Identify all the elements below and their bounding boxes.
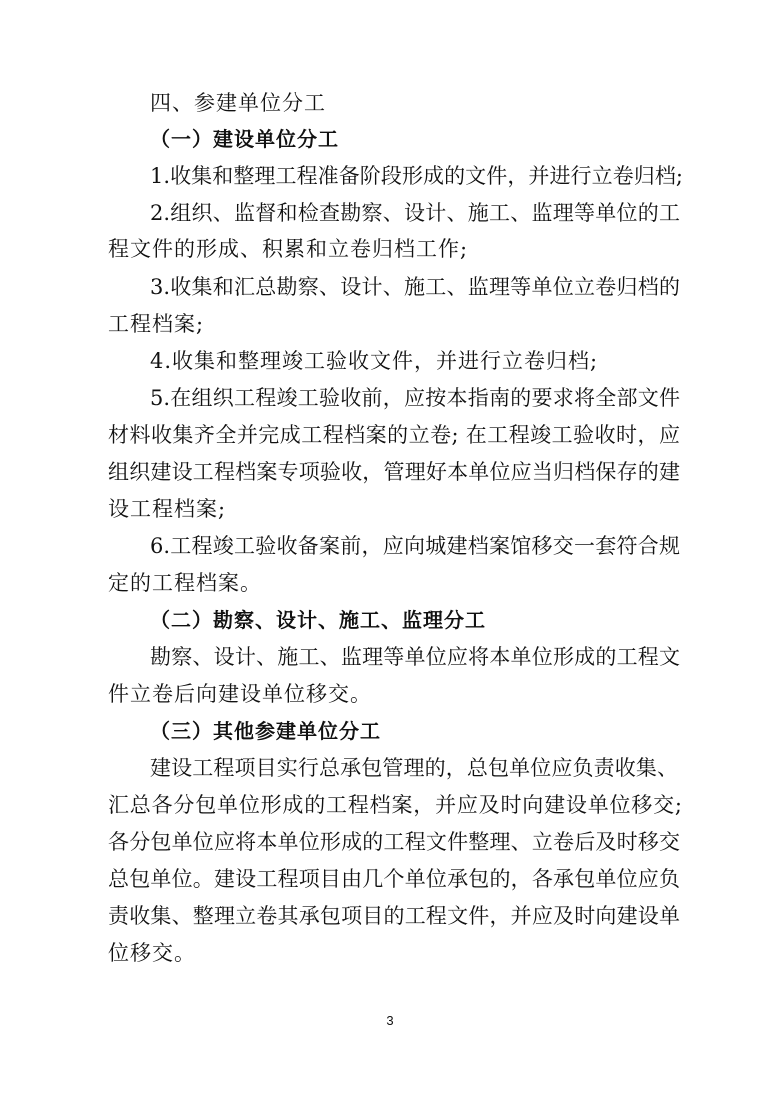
paragraph-line: 勘察、设计、施工、监理等单位应将本单位形成的工程文 [150,645,680,669]
page-number: 3 [386,1013,394,1028]
paragraph-line: 件立卷后向建设单位移交。 [108,682,372,706]
paragraph-line: 4.收集和整理竣工验收文件，并进行立卷归档; [150,349,599,373]
paragraph-line: 工程档案; [108,312,205,336]
subsection-2-title: （二）勘察、设计、施工、监理分工 [150,608,486,632]
paragraph-line: 设工程档案; [108,497,227,521]
subsection-1-title: （一）建设单位分工 [150,127,339,151]
section-title: 四、参建单位分工 [150,91,326,115]
subsection-3-title: （三）其他参建单位分工 [150,719,381,743]
paragraph-line: 5.在组织工程竣工验收前，应按本指南的要求将全部文件 [150,386,680,410]
paragraph-line: 程文件的形成、积累和立卷归档工作; [108,237,469,261]
paragraph-line: 2.组织、监督和检查勘察、设计、施工、监理等单位的工 [150,201,680,225]
paragraph-line: 位移交。 [108,941,196,965]
paragraph-line: 各分包单位应将本单位形成的工程文件整理、立卷后及时移交 [108,830,680,854]
paragraph-line: 定的工程档案。 [108,571,262,595]
paragraph-line: 组织建设工程档案专项验收，管理好本单位应当归档保存的建 [108,460,680,484]
paragraph-line: 材料收集齐全并完成工程档案的立卷; 在工程竣工验收时，应 [108,423,680,447]
paragraph-line: 6.工程竣工验收备案前，应向城建档案馆移交一套符合规 [150,534,680,558]
paragraph-line: 3.收集和汇总勘察、设计、施工、监理等单位立卷归档的 [150,275,680,299]
paragraph-line: 总包单位。建设工程项目由几个单位承包的，各承包单位应负 [108,867,680,891]
paragraph-line: 1.收集和整理工程准备阶段形成的文件，并进行立卷归档; [150,164,683,188]
paragraph-line: 汇总各分包单位形成的工程档案，并应及时向建设单位移交; [108,793,682,817]
paragraph-line: 建设工程项目实行总承包管理的，总包单位应负责收集、 [150,756,678,780]
paragraph-line: 责收集、整理立卷其承包项目的工程文件，并应及时向建设单 [108,904,680,928]
